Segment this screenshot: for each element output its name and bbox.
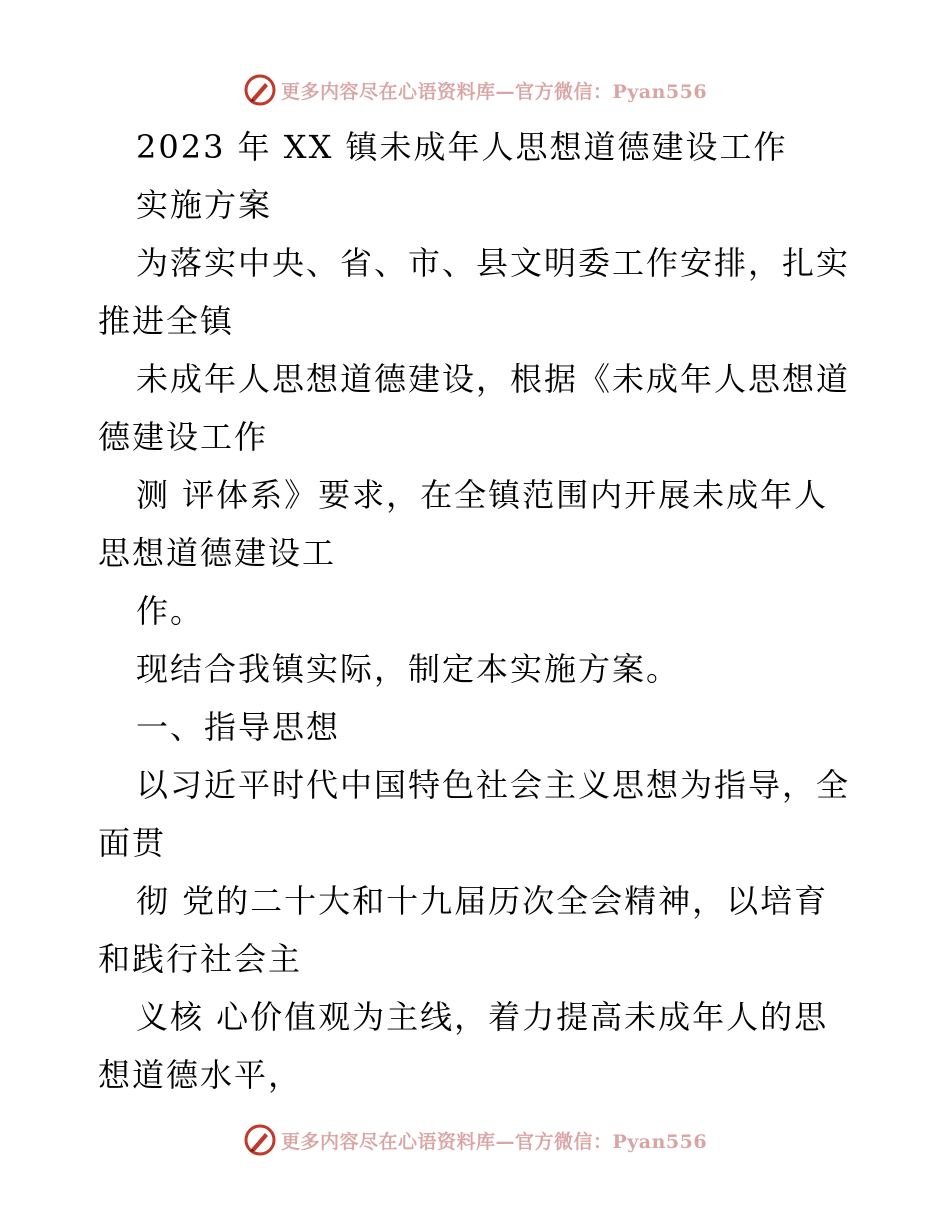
- paragraph-line: 测 评体系》要求，在全镇范围内开展未成年人: [136, 476, 829, 514]
- paragraph-line: 以习近平时代中国特色社会主义思想为指导，全: [136, 766, 851, 804]
- paragraph-line: 德建设工作: [98, 418, 269, 456]
- title-line-2: 实施方案: [136, 186, 273, 224]
- watermark-text: 更多内容尽在心语资料库—官方微信：Pyan556: [280, 1130, 708, 1153]
- section-heading: 一、指导思想: [136, 708, 341, 746]
- paragraph-line: 彻 党的二十大和十九届历次全会精神，以培育: [136, 882, 829, 920]
- paragraph-line: 面贯: [98, 824, 167, 862]
- paragraph-line: 和践行社会主: [98, 940, 303, 978]
- paragraph-line: 现结合我镇实际，制定本实施方案。: [136, 650, 681, 688]
- pen-logo-icon: [243, 73, 277, 107]
- paragraph-line: 思想道德建设工: [98, 534, 337, 572]
- paragraph-line: 想道德水平，: [98, 1056, 303, 1094]
- pen-logo-icon: [243, 1123, 277, 1157]
- paragraph-line: 为落实中央、省、市、县文明委工作安排，扎实: [136, 244, 851, 282]
- paragraph-line: 未成年人思想道德建设，根据《未成年人思想道: [136, 360, 851, 398]
- paragraph-line: 作。: [136, 592, 205, 630]
- paragraph-line: 推进全镇: [98, 302, 235, 340]
- document-body: [98, 118, 858, 1104]
- title-line-1: 2023 年 XX 镇未成年人思想道德建设工作: [136, 128, 788, 166]
- paragraph-line: 义核 心价值观为主线，着力提高未成年人的思: [136, 998, 829, 1036]
- watermark-text: 更多内容尽在心语资料库—官方微信：Pyan556: [280, 80, 708, 103]
- header-watermark-banner: [0, 70, 950, 110]
- footer-watermark-banner: [0, 1120, 950, 1160]
